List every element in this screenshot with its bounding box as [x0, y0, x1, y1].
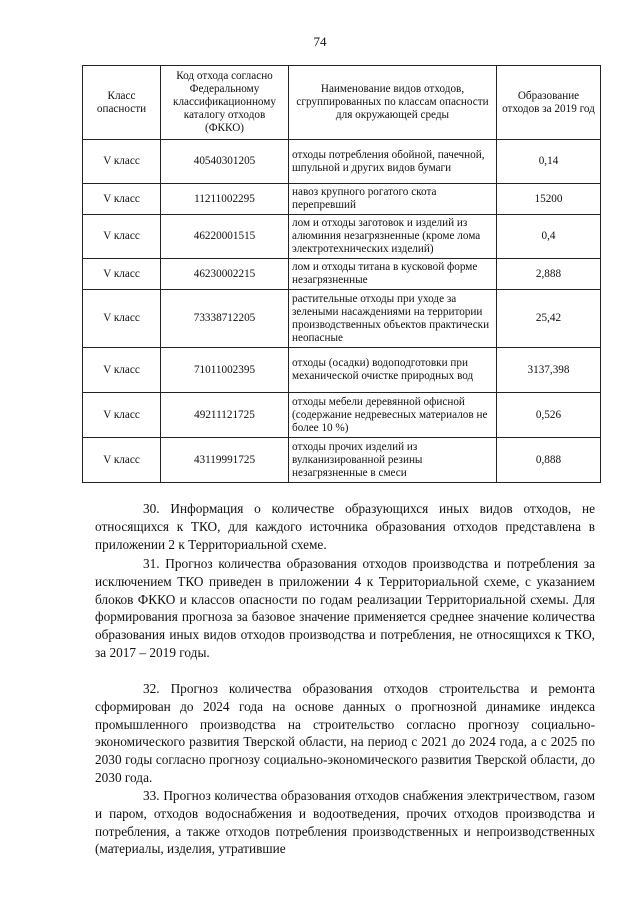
cell-waste-name: лом и отходы заготовок и изделий из алюминия незагрязненные (кроме лома электротехнических изделий)	[289, 215, 497, 259]
cell-fkko-code: 40540301205	[161, 140, 289, 184]
cell-waste-name: отходы (осадки) водоподготовки при механической очистке природных вод	[289, 348, 497, 393]
paragraph-32: 32. Прогноз количества образования отходов строительства и ремонта сформирован до 2024 года на основе данных о прогнозной динамике индекса промышленного производства на строительство согласно прогнозу социально-экономического развития Тверской области, на период с 2021 до 2024 года, а с 2025 по 2030 годы согласно прогнозу социально-экономического развития Тверской области, до 2030 года.	[95, 681, 595, 785]
header-waste-amount: Образование отходов за 2019 год	[497, 66, 601, 140]
cell-hazard-class: V класс	[83, 348, 161, 393]
cell-hazard-class: V класс	[83, 290, 161, 348]
cell-waste-amount: 25,42	[497, 290, 601, 348]
table-row	[83, 438, 601, 483]
cell-fkko-code: 46230002215	[161, 259, 289, 290]
cell-waste-amount: 15200	[497, 184, 601, 215]
header-hazard-class: Класс опасности	[83, 66, 161, 140]
paragraph-31: 31. Прогноз количества образования отходов производства и потребления за исключением ТКО приведен в приложении 4 к Территориальной схеме, с указанием блоков ФККО и классов опасности по годам реализации Территориальной схемы. Для формирования прогноза за базовое значение применяется среднее значение количества образования иных видов отходов производства и потребления, не относящихся к ТКО, за 2017 – 2019 годы.	[95, 556, 595, 660]
table-row	[83, 140, 601, 184]
cell-waste-amount: 2,888	[497, 259, 601, 290]
page-number: 74	[313, 34, 327, 49]
cell-waste-name: лом и отходы титана в кусковой форме незагрязненные	[289, 259, 497, 290]
cell-waste-amount: 0,888	[497, 438, 601, 483]
table-row	[83, 184, 601, 215]
table-row	[83, 290, 601, 348]
cell-fkko-code: 49211121725	[161, 393, 289, 438]
cell-fkko-code: 11211002295	[161, 184, 289, 215]
cell-hazard-class: V класс	[83, 215, 161, 259]
cell-hazard-class: V класс	[83, 393, 161, 438]
cell-hazard-class: V класс	[83, 140, 161, 184]
cell-hazard-class: V класс	[83, 184, 161, 215]
cell-hazard-class: V класс	[83, 438, 161, 483]
cell-waste-name: отходы прочих изделий из вулканизированной резины незагрязненные в смеси	[289, 438, 497, 483]
header-waste-name: Наименование видов отходов, сгруппированных по классам опасности для окружающей среды	[289, 66, 497, 140]
paragraph-30: 30. Информация о количестве образующихся иных видов отходов, не относящихся к ТКО, для каждого источника образования отходов представлена в приложении 2 к Территориальной схеме.	[95, 501, 595, 552]
table-row	[83, 259, 601, 290]
cell-waste-amount: 0,14	[497, 140, 601, 184]
header-fkko-code: Код отхода согласно Федеральному классификационному каталогу отходов (ФККО)	[161, 66, 289, 140]
table-row	[83, 393, 601, 438]
cell-fkko-code: 46220001515	[161, 215, 289, 259]
table-row	[83, 215, 601, 259]
waste-table	[82, 65, 601, 483]
table-row	[83, 348, 601, 393]
cell-waste-amount: 0,4	[497, 215, 601, 259]
paragraph-33: 33. Прогноз количества образования отходов снабжения электричеством, газом и паром, отходов водоснабжения и водоотведения, прочих отходов производства и потребления, а также отходов потребления производственных и непроизводственных (материалы, изделия, утратившие	[95, 788, 595, 857]
cell-waste-name: навоз крупного рогатого скота перепревший	[289, 184, 497, 215]
cell-fkko-code: 73338712205	[161, 290, 289, 348]
cell-fkko-code: 43119991725	[161, 438, 289, 483]
table-header-row	[83, 66, 601, 140]
cell-waste-amount: 0,526	[497, 393, 601, 438]
cell-hazard-class: V класс	[83, 259, 161, 290]
cell-waste-amount: 3137,398	[497, 348, 601, 393]
cell-waste-name: отходы мебели деревянной офисной (содержание недревесных материалов не более 10 %)	[289, 393, 497, 438]
cell-waste-name: растительные отходы при уходе за зелеными насаждениями на территории производственных объектов практически неопасные	[289, 290, 497, 348]
cell-fkko-code: 71011002395	[161, 348, 289, 393]
cell-waste-name: отходы потребления обойной, пачечной, шпульной и других видов бумаги	[289, 140, 497, 184]
